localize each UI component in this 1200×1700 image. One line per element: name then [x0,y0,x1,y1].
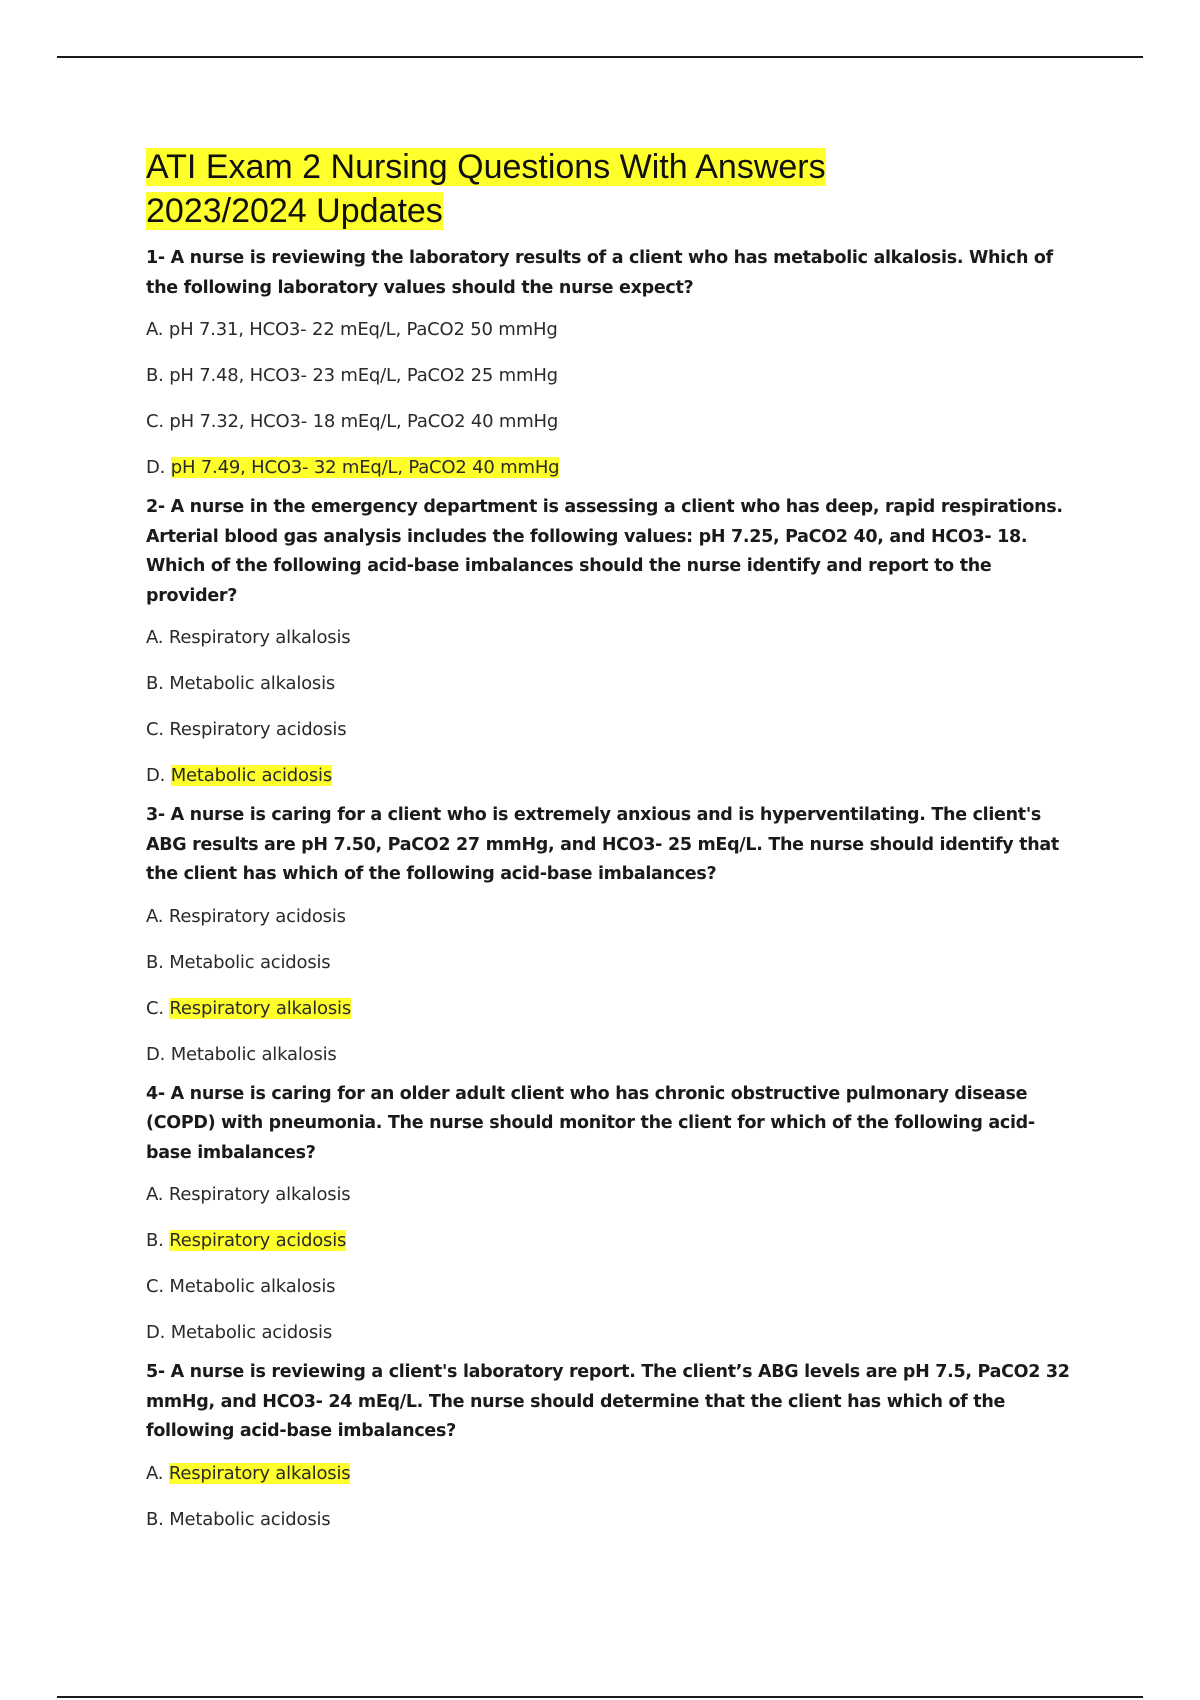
option-letter: A. [146,905,164,927]
option-letter: C. [146,997,164,1019]
question-list [146,244,1076,1533]
question-1-option-a [146,317,1076,343]
option-letter: A. [146,319,164,340]
question-4-text: 4- A nurse is caring for an older adult client who has chronic obstructive pulmonary disease (COPD) with pneumonia. The nurse should monitor the client for which of the following acid-base imbalances? [146,1083,1035,1163]
option-letter: A. [146,1462,164,1484]
option-text: Metabolic alkalosis [170,1043,337,1065]
question-3-option-b [146,950,1076,976]
question-3-option-d [146,1042,1076,1068]
question-3-option-c [146,996,1076,1022]
option-letter: D. [146,457,166,478]
question-2-option-a [146,625,1076,651]
option-text: Respiratory acidosis [169,719,347,740]
option-text: Metabolic acidosis [169,951,331,973]
question-4-option-d [146,1320,1076,1346]
option-text: pH 7.32, HCO3- 18 mEq/L, PaCO2 40 mmHg [169,411,559,432]
question-5-option-b [146,1507,1076,1533]
correct-answer-highlight: Respiratory alkalosis [169,997,352,1019]
correct-answer-highlight: Metabolic acidosis [170,765,332,786]
question-3-option-a [146,904,1076,930]
title-line-1: ATI Exam 2 Nursing Questions With Answers [146,148,826,186]
top-divider [57,56,1143,58]
option-text: pH 7.48, HCO3- 23 mEq/L, PaCO2 25 mmHg [169,365,558,386]
correct-answer-highlight: Respiratory acidosis [169,1230,347,1251]
option-letter: B. [146,951,164,973]
option-letter: A. [146,1184,164,1205]
title-line-2: 2023/2024 Updates [146,192,443,230]
correct-answer-highlight: pH 7.49, HCO3- 32 mEq/L, PaCO2 40 mmHg [170,457,560,478]
option-text: Metabolic alkalosis [169,1276,336,1297]
question-1-option-d [146,455,1076,481]
option-letter: D. [146,1322,166,1343]
option-letter: D. [146,1043,166,1065]
option-letter: C. [146,411,164,432]
option-text: Respiratory acidosis [168,905,346,927]
option-text: Respiratory alkalosis [168,627,351,648]
document-body [146,145,1076,1545]
option-text: Respiratory alkalosis [168,1184,351,1205]
option-letter: B. [146,673,164,694]
bottom-divider [57,1696,1143,1698]
question-2-text: 2- A nurse in the emergency department is assessing a client who has deep, rapid respirations. Arterial blood gas analysis includes the following values: pH 7.25, PaCO2 40, and HCO3- 18. Which of the following acid-base imbalances should the nurse identify and report to the provider? [146,497,1063,606]
question-4-option-a [146,1182,1076,1208]
question-2-option-c [146,717,1076,743]
option-letter: C. [146,719,164,740]
correct-answer-highlight: Respiratory alkalosis [168,1462,351,1484]
option-letter: B. [146,1230,164,1251]
option-letter: B. [146,1508,164,1530]
question-3-text: 3- A nurse is caring for a client who is extremely anxious and is hyperventilating. The client's ABG results are pH 7.50, PaCO2 27 mmHg, and HCO3- 25 mEq/L. The nurse should identify that the client has which of the following acid-base imbalances? [146,805,1059,884]
question-1-option-c [146,409,1076,435]
question-2-option-d [146,763,1076,789]
question-1-option-b [146,363,1076,389]
option-text: Metabolic acidosis [169,1508,331,1530]
option-letter: C. [146,1276,164,1297]
option-letter: B. [146,365,164,386]
option-text: pH 7.31, HCO3- 22 mEq/L, PaCO2 50 mmHg [168,319,558,340]
document-title [146,145,1076,233]
question-5-text: 5- A nurse is reviewing a client's laboratory report. The client’s ABG levels are pH 7.5, PaCO2 32 mmHg, and HCO3- 24 mEq/L. The nurse should determine that the client has which of the following acid-base imbalances? [146,1362,1070,1441]
question-4-option-c [146,1274,1076,1300]
option-letter: A. [146,627,164,648]
question-4-option-b [146,1228,1076,1254]
question-2-option-b [146,671,1076,697]
option-text: Metabolic alkalosis [169,673,336,694]
option-letter: D. [146,765,166,786]
question-5-option-a [146,1461,1076,1487]
option-text: Metabolic acidosis [170,1322,332,1343]
question-1-text: 1- A nurse is reviewing the laboratory results of a client who has metabolic alkalosis. Which of the following laboratory values should the nurse expect? [146,248,1053,298]
